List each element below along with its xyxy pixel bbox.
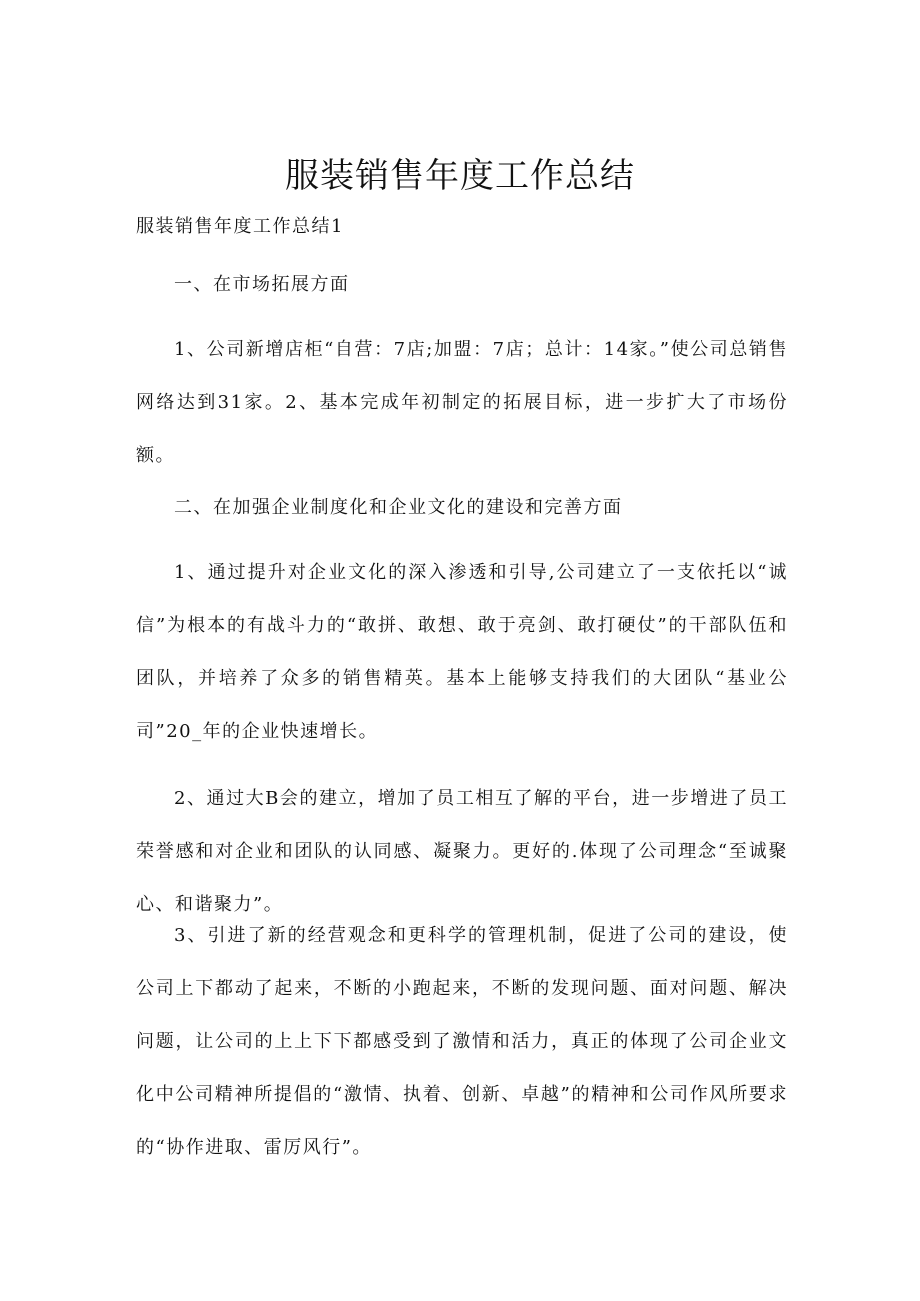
paragraph-culture-2: 2、通过大B会的建立，增加了员工相互了解的平台，进一步增进了员工荣誉感和对企业和团队的认同感、凝聚力。更好的.体现了公司理念“至诚聚心、和谐聚力”。 [136,788,788,915]
paragraph-market-1: 1、公司新增店柜“自营：7店;加盟：7店；总计：14家。”使公司总销售网络达到31家。2、基本完成年初制定的拓展目标，进一步扩大了市场份额。 [136,339,788,466]
document-subtitle: 服装销售年度工作总结1 [136,216,344,237]
paragraph-culture-3: 3、引进了新的经营观念和更科学的管理机制，促进了公司的建设，使公司上下都动了起来，不断的小跑起来，不断的发现问题、面对问题、解决问题，让公司的上上下下都感受到了激情和活力，真正的体现了公司企业文化中公司精神所提倡的“激情、执着、创新、卓越”的精神和公司作风所要求的“协作进取、雷厉风行”。 [136,925,788,1158]
section-heading-culture: 二、在加强企业制度化和企业文化的建设和完善方面 [174,497,623,518]
section-heading-market: 一、在市场拓展方面 [174,274,350,295]
paragraph-culture-1: 1、通过提升对企业文化的深入渗透和引导,公司建立了一支依托以“诚信”为根本的有战斗力的“敢拼、敢想、敢于亮剑、敢打硬仗”的干部队伍和团队，并培养了众多的销售精英。基本上能够支持我们的大团队“基业公司”20_年的企业快速增长。 [136,562,788,742]
document-title: 服装销售年度工作总结 [285,156,635,196]
